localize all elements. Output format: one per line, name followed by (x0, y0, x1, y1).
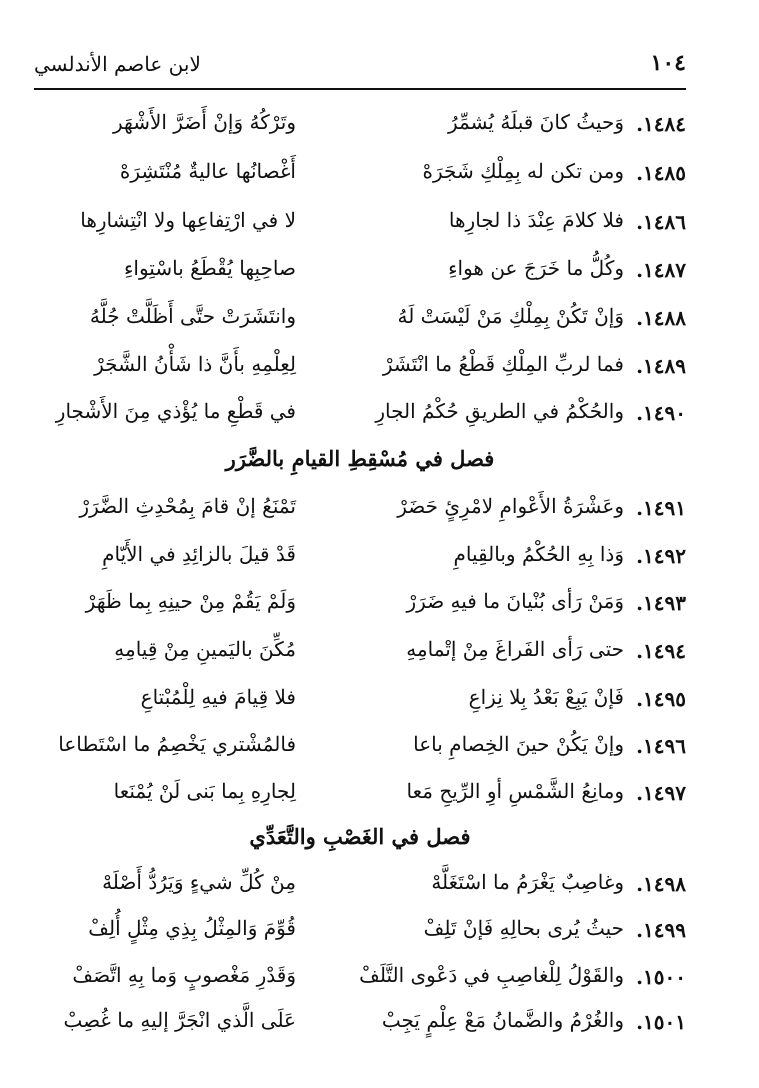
verse-second-hemistich: قُوِّمَ وَالمِثْلُ بِذِي مِثْلٍ أُلِفْ (88, 916, 296, 940)
verse-line (34, 302, 686, 342)
verse-first-hemistich: فما لربِّ المِلْكِ قَطْعُ ما انْتَشَرْ (382, 352, 624, 376)
verse-first-hemistich: وإنْ يَكُنْ حينَ الخِصامِ باعا (413, 732, 624, 756)
verse-line (34, 635, 686, 675)
verse-first-hemistich: حتى رَأى الفَراغَ مِنْ إتْمامِهِ (406, 637, 624, 661)
verse-line (34, 683, 686, 723)
verse-number: ١٤٨٦. (636, 210, 686, 234)
verse-line (34, 868, 686, 908)
verse-line (34, 914, 686, 954)
verse-first-hemistich: وغاصِبٌ يَغْرَمُ ما اسْتَغَلَّهْ (431, 870, 624, 894)
page-header (34, 48, 686, 90)
verse-number: ١٤٨٤. (636, 112, 686, 136)
verse-second-hemistich: وَلَمْ يَقُمْ مِنْ حينِهِ بِما ظَهَرْ (85, 589, 296, 613)
verse-second-hemistich: تَمْنَعُ إنْ قامَ بِمُحْدِثِ الضَّرَرْ (79, 494, 296, 518)
verse-first-hemistich: والحُكْمُ في الطريقِ حُكْمُ الجارِ (375, 399, 624, 423)
verse-number: ١٤٩١. (636, 496, 686, 520)
verse-line (34, 587, 686, 627)
verse-number: ١٤٩٢. (636, 544, 686, 568)
verse-second-hemistich: مِنْ كُلِّ شيءٍ وَيَرُدُّ أَصْلَهْ (102, 870, 296, 894)
verse-number: ١٥٠٠. (636, 965, 686, 989)
verse-line (34, 730, 686, 770)
verse-first-hemistich: وَذا بِهِ الحُكْمُ وبالقِيامِ (453, 542, 624, 566)
verse-line (34, 1006, 686, 1046)
verse-second-hemistich: وَقَدْرِ مَغْصوبٍ وَما بِهِ اتَّصَفْ (72, 963, 296, 987)
verse-second-hemistich: مُكِّنَ باليَمينِ مِنْ قِيامِهِ (114, 637, 296, 661)
verse-number: ١٤٩٧. (636, 781, 686, 805)
section-heading: فصل في مُسْقِطِ القيامِ بالضَّرَر (225, 446, 495, 471)
verse-second-hemistich: أَغْصانُها عاليةٌ مُنْتَشِرَهْ (119, 159, 296, 183)
verse-number: ١٤٩٥. (636, 687, 686, 711)
verse-number: ١٤٩٩. (636, 918, 686, 942)
verse-first-hemistich: فلا كلامَ عِنْدَ ذا لجارِها (448, 208, 624, 232)
verse-second-hemistich: فلا قِيامَ فيهِ لِلْمُبْتاعِ (140, 685, 296, 709)
verse-number: ١٤٨٩. (636, 354, 686, 378)
verse-first-hemistich: وَمَنْ رَأى بُنْيانَ ما فيهِ ضَرَرْ (406, 589, 624, 613)
verse-line (34, 961, 686, 1001)
verse-first-hemistich: ومانِعُ الشَّمْسِ أوِ الرِّيحِ مَعا (406, 779, 624, 803)
verse-number: ١٤٨٨. (636, 306, 686, 330)
verse-number: ١٤٩٦. (636, 734, 686, 758)
page-number: ١٠٤ (650, 50, 686, 76)
verse-first-hemistich: والغُرْمُ والضَّمانُ مَعْ عِلْمٍ يَجِبْ (381, 1008, 624, 1032)
verse-line (34, 157, 686, 197)
running-title: لابن عاصم الأندلسي (34, 52, 201, 76)
verse-line (34, 777, 686, 817)
verse-line (34, 492, 686, 532)
verse-number: ١٤٩٠. (636, 401, 686, 425)
verse-second-hemistich: وانتَشَرَتْ حتَّى أَظَلَّتْ جُلَّهُ (89, 304, 296, 328)
section-heading: فصل في الغَصْبِ والتَّعَدِّي (249, 824, 471, 849)
verse-second-hemistich: وتَرْكُهُ وَإنْ أَضَرَّ الأَشْهَر (112, 110, 296, 134)
verse-line (34, 350, 686, 390)
verse-number: ١٤٩٤. (636, 639, 686, 663)
verse-first-hemistich: حيثُ يُرى بحالِهِ فَإنْ تَلِفْ (423, 916, 624, 940)
verse-number: ١٥٠١. (636, 1010, 686, 1034)
verse-second-hemistich: لا في ارْتِفاعِها ولا انْتِشارِها (80, 208, 296, 232)
verse-line (34, 108, 686, 148)
verse-number: ١٤٩٣. (636, 591, 686, 615)
verse-first-hemistich: والقَوْلُ لِلْغاصِبِ في دَعْوى التَّلَفْ (359, 963, 624, 987)
verse-number: ١٤٨٧. (636, 258, 686, 282)
verse-line (34, 206, 686, 246)
verse-first-hemistich: وعَشْرَةُ الأَعْوامِ لامْرِئٍ حَضَرْ (397, 494, 624, 518)
verse-second-hemistich: فالمُشْتري يَخْصِمُ ما اسْتَطاعا (58, 732, 296, 756)
verse-first-hemistich: ومن تكن له بِمِلْكِ شَجَرَهْ (422, 159, 624, 183)
verse-first-hemistich: وَإنْ تَكُنْ بِمِلْكِ مَنْ لَيْسَتْ لَهُ (397, 304, 624, 328)
verse-first-hemistich: فَإنْ يَبِعْ بَعْدُ بِلا نِزاعِ (468, 685, 624, 709)
verse-second-hemistich: لِعِلْمِهِ بأَنَّ ذا شَأْنُ الشَّجَرْ (94, 352, 296, 376)
verse-line (34, 540, 686, 580)
verse-line (34, 397, 686, 437)
verse-second-hemistich: صاحِبِها يُقْطَعُ باسْتِواءِ (124, 256, 296, 280)
verse-second-hemistich: قَدْ قيلَ بالزائِدِ في الأَيّامِ (102, 542, 296, 566)
verse-first-hemistich: وكُلُّ ما خَرَجَ عن هواءِ (448, 256, 624, 280)
verse-first-hemistich: وَحيثُ كانَ قبلَهُ يُشمِّرُ (447, 110, 624, 134)
verse-second-hemistich: عَلَى الَّذي انْجَرَّ إليهِ ما غُصِبْ (63, 1008, 296, 1032)
verse-number: ١٤٩٨. (636, 872, 686, 896)
verse-second-hemistich: لِجارِهِ بِما بَنى لَنْ يُمْنَعا (113, 779, 296, 803)
verse-line (34, 254, 686, 294)
verse-second-hemistich: في قَطْعِ ما يُؤْذي مِنَ الأَشْجارِ (55, 399, 296, 423)
verse-number: ١٤٨٥. (636, 161, 686, 185)
